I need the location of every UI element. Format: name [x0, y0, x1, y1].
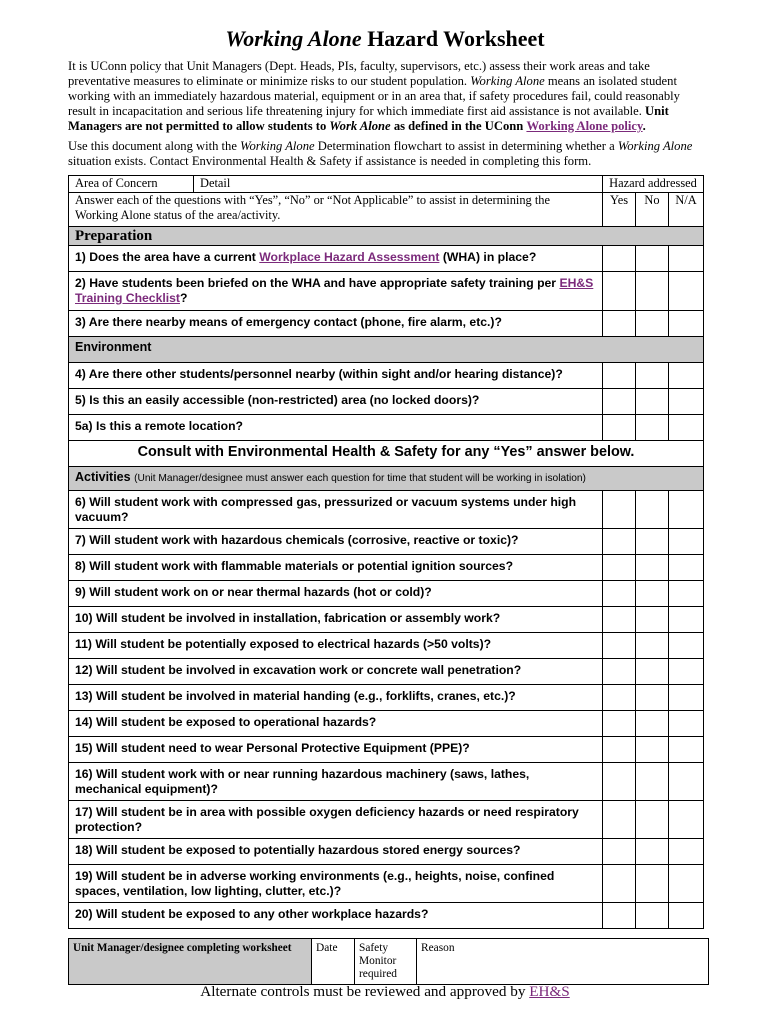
answer-yes-cell[interactable] — [603, 529, 636, 555]
section-activities — [69, 467, 704, 491]
answer-no-cell[interactable] — [636, 581, 669, 607]
answer-yes-cell[interactable] — [603, 839, 636, 865]
answer-na-cell[interactable] — [669, 801, 704, 839]
intro-bold: as defined in the UConn — [393, 119, 524, 133]
answer-yes-cell[interactable] — [603, 272, 636, 311]
question-6: 6) Will student work with compressed gas, pressurized or vacuum systems under high vacuum? — [69, 491, 603, 529]
answer-na-cell[interactable] — [669, 311, 704, 337]
question-3: 3) Are there nearby means of emergency contact (phone, fire alarm, etc.)? — [69, 311, 603, 337]
manager-field[interactable]: Unit Manager/designee completing worksheet — [69, 939, 312, 985]
answer-no-cell[interactable] — [636, 272, 669, 311]
question-text: (WHA) in place? — [439, 250, 537, 264]
answer-no-cell[interactable] — [636, 415, 669, 441]
question-11: 11) Will student be potentially exposed to electrical hazards (>50 volts)? — [69, 633, 603, 659]
question-20: 20) Will student be exposed to any other workplace hazards? — [69, 903, 603, 929]
title-italic: Working Alone — [225, 26, 362, 51]
answer-na-cell[interactable] — [669, 607, 704, 633]
answer-no-cell[interactable] — [636, 311, 669, 337]
answer-na-cell[interactable] — [669, 529, 704, 555]
section-preparation: Preparation — [69, 227, 704, 246]
question-13: 13) Will student be involved in material handing (e.g., forklifts, cranes, etc.)? — [69, 685, 603, 711]
intro-bold: Unit Managers are not permitted to allow students to — [68, 104, 669, 133]
answer-yes-cell[interactable] — [603, 633, 636, 659]
question-19: 19) Will student be in adverse working environments (e.g., heights, noise, confined spaces, ventilation, low lighting, clutter, etc.)? — [69, 865, 603, 903]
safety-monitor-field[interactable]: Safety Monitor required — [355, 939, 417, 985]
question-16: 16) Will student work with or near running hazardous machinery (saws, lathes, mechanical equipment)? — [69, 763, 603, 801]
answer-no-cell[interactable] — [636, 711, 669, 737]
question-5a: 5a) Is this a remote location? — [69, 415, 603, 441]
working-alone-policy-link[interactable]: Working Alone policy — [526, 119, 643, 133]
usage-text: Determination flowchart to assist in determining whether a — [317, 139, 615, 153]
footer-note — [0, 983, 770, 1001]
question-12: 12) Will student be involved in excavation work or concrete wall penetration? — [69, 659, 603, 685]
question-14: 14) Will student be exposed to operational hazards? — [69, 711, 603, 737]
intro-text: means an isolated student working with an immediately hazardous material, equipment or in an area that, if safety procedures fail, could reasonably result in incapacitation and serious life threatening injury for which immediate first aid assistance is not available. — [68, 74, 680, 118]
answer-na-cell[interactable] — [669, 581, 704, 607]
question-10: 10) Will student be involved in installation, fabrication or assembly work? — [69, 607, 603, 633]
header-area-detail — [69, 176, 603, 193]
question-text: ? — [179, 291, 188, 305]
answer-na-cell[interactable] — [669, 903, 704, 929]
answer-yes-cell[interactable] — [603, 581, 636, 607]
header-area-of-concern: Area of Concern — [69, 176, 194, 192]
answer-na-cell[interactable] — [669, 659, 704, 685]
question-18: 18) Will student be exposed to potentially hazardous stored energy sources? — [69, 839, 603, 865]
answer-no-cell[interactable] — [636, 839, 669, 865]
question-text: 1) Does the area have a current — [75, 250, 260, 264]
answer-na-cell[interactable] — [669, 363, 704, 389]
header-instructions: Answer each of the questions with “Yes”, “No” or “Not Applicable” to assist in determining the Working Alone status of the area/activity. — [69, 193, 603, 227]
header-hazard-addressed: Hazard addressed — [603, 176, 704, 193]
answer-na-cell[interactable] — [669, 711, 704, 737]
header-na: N/A — [669, 193, 704, 227]
activities-note: (Unit Manager/designee must answer each question for time that student will be working in isolation) — [134, 473, 586, 484]
question-2 — [69, 272, 603, 311]
question-5: 5) Is this an easily accessible (non-restricted) area (no locked doors)? — [69, 389, 603, 415]
usage-text: situation exists. Contact Environmental Health & Safety if assistance is needed in completing this form. — [68, 154, 592, 168]
answer-yes-cell[interactable] — [603, 711, 636, 737]
answer-no-cell[interactable] — [636, 763, 669, 801]
intro-text: It is UConn policy that Unit Managers (Dept. Heads, PIs, faculty, supervisors, etc.) assess their work areas and take preventative measures to eliminate or minimize risks to our student population. — [68, 59, 650, 88]
answer-no-cell[interactable] — [636, 659, 669, 685]
reason-field[interactable]: Reason — [417, 939, 709, 985]
answer-yes-cell[interactable] — [603, 246, 636, 272]
answer-no-cell[interactable] — [636, 529, 669, 555]
answer-yes-cell[interactable] — [603, 311, 636, 337]
usage-paragraph — [68, 139, 704, 169]
intro-paragraph — [68, 59, 704, 134]
answer-no-cell[interactable] — [636, 865, 669, 903]
answer-na-cell[interactable] — [669, 737, 704, 763]
answer-no-cell[interactable] — [636, 246, 669, 272]
answer-na-cell[interactable] — [669, 633, 704, 659]
answer-yes-cell[interactable] — [603, 685, 636, 711]
header-detail: Detail — [200, 176, 231, 190]
answer-na-cell[interactable] — [669, 763, 704, 801]
answer-yes-cell[interactable] — [603, 865, 636, 903]
answer-no-cell[interactable] — [636, 389, 669, 415]
question-8: 8) Will student work with flammable materials or potential ignition sources? — [69, 555, 603, 581]
answer-na-cell[interactable] — [669, 272, 704, 311]
answer-no-cell[interactable] — [636, 801, 669, 839]
footer-text: Alternate controls must be reviewed and approved by — [200, 983, 526, 1000]
answer-no-cell[interactable] — [636, 607, 669, 633]
answer-no-cell[interactable] — [636, 737, 669, 763]
question-7: 7) Will student work with hazardous chemicals (corrosive, reactive or toxic)? — [69, 529, 603, 555]
answer-no-cell[interactable] — [636, 555, 669, 581]
answer-no-cell[interactable] — [636, 363, 669, 389]
answer-na-cell[interactable] — [669, 415, 704, 441]
answer-yes-cell[interactable] — [603, 659, 636, 685]
answer-no-cell[interactable] — [636, 633, 669, 659]
question-9: 9) Will student work on or near thermal hazards (hot or cold)? — [69, 581, 603, 607]
date-field[interactable]: Date — [312, 939, 355, 985]
answer-na-cell[interactable] — [669, 685, 704, 711]
usage-text: Use this document along with the — [68, 139, 237, 153]
intro-bold-italic: Work Alone — [329, 119, 391, 133]
answer-yes-cell[interactable] — [603, 491, 636, 529]
answer-na-cell[interactable] — [669, 389, 704, 415]
usage-italic: Working Alone — [617, 139, 693, 153]
hazard-worksheet-table — [68, 175, 704, 929]
answer-yes-cell[interactable] — [603, 737, 636, 763]
page-title — [0, 26, 770, 52]
answer-yes-cell[interactable] — [603, 363, 636, 389]
answer-na-cell[interactable] — [669, 839, 704, 865]
answer-yes-cell[interactable] — [603, 389, 636, 415]
answer-yes-cell[interactable] — [603, 555, 636, 581]
training-checklist-link[interactable]: EH&S Training Checklist — [75, 276, 594, 305]
answer-na-cell[interactable] — [669, 491, 704, 529]
intro-italic: Working Alone — [470, 74, 545, 88]
question-1 — [69, 246, 603, 272]
answer-na-cell[interactable] — [669, 555, 704, 581]
answer-yes-cell[interactable] — [603, 415, 636, 441]
question-4: 4) Are there other students/personnel nearby (within sight and/or hearing distance)? — [69, 363, 603, 389]
wha-link[interactable]: Workplace Hazard Assessment — [259, 250, 440, 264]
answer-yes-cell[interactable] — [603, 763, 636, 801]
question-15: 15) Will student need to wear Personal Protective Equipment (PPE)? — [69, 737, 603, 763]
answer-yes-cell[interactable] — [603, 607, 636, 633]
answer-na-cell[interactable] — [669, 246, 704, 272]
signature-table — [68, 938, 709, 985]
consult-ehs-banner: Consult with Environmental Health & Safety for any “Yes” answer below. — [69, 441, 704, 467]
title-rest: Hazard Worksheet — [367, 26, 545, 51]
section-environment: Environment — [69, 337, 704, 363]
answer-yes-cell[interactable] — [603, 801, 636, 839]
usage-italic: Working Alone — [240, 139, 315, 153]
header-yes: Yes — [603, 193, 636, 227]
answer-no-cell[interactable] — [636, 903, 669, 929]
answer-no-cell[interactable] — [636, 491, 669, 529]
answer-no-cell[interactable] — [636, 685, 669, 711]
activities-label: Activities — [75, 470, 131, 484]
question-text: 2) Have students been briefed on the WHA and have appropriate safety training per — [75, 276, 560, 290]
answer-yes-cell[interactable] — [603, 903, 636, 929]
header-no: No — [636, 193, 669, 227]
intro-bold-end: . — [642, 119, 646, 133]
question-17: 17) Will student be in area with possible oxygen deficiency hazards or need respiratory protection? — [69, 801, 603, 839]
answer-na-cell[interactable] — [669, 865, 704, 903]
ehs-link[interactable]: EH&S — [529, 983, 570, 1000]
